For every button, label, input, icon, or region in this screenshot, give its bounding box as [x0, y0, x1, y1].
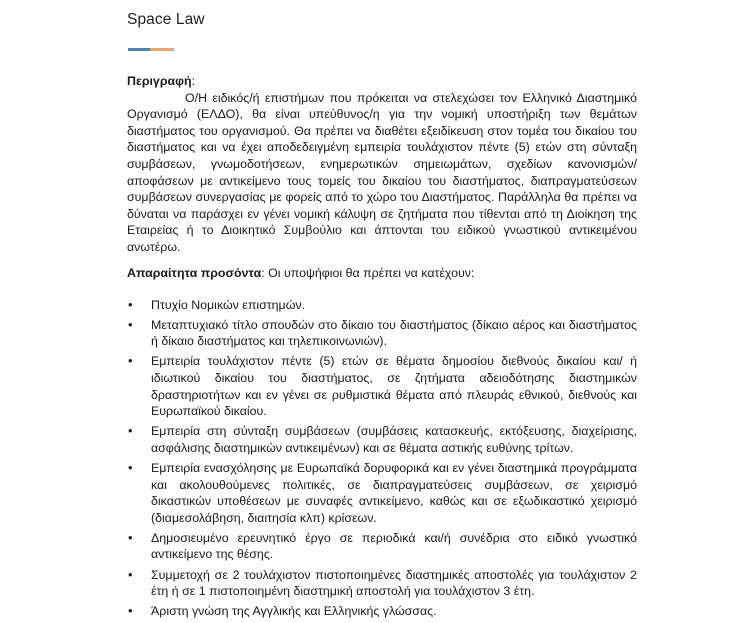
description-heading [127, 73, 637, 90]
list-item-text: Πτυχίο Νομικών επιστημών. [151, 297, 306, 312]
list-item-text: Εμπειρία ενασχόλησης με Ευρωπαϊκά δορυφορικά και εν γένει διαστημικά προγράμματα και ακολουθούμενες πολιτικές, σε διαπραγματεύσεις συμβάσεων, σε χειρισμό δικαστικών υποθέσεων με συναφές αντικείμενο, καθώς και σε εξωδικαστικό χειρισμό (διαμεσολάβηση, διαιτησία κλπ) κρίσεων. [151, 460, 637, 525]
list-item-text: Συμμετοχή σε 2 τουλάχιστον πιστοποιημένες διαστημικές αποστολές για τουλάχιστον 2 έτη ή σε 1 πιστοποιημένη διαστημική αποστολή για τουλάχιστον 3 έτη. [151, 567, 637, 599]
list-item [127, 530, 637, 563]
list-item [127, 317, 637, 350]
bullet-icon: • [128, 529, 133, 545]
list-item [127, 603, 637, 620]
list-item-text: Εμπειρία στη σύνταξη συμβάσεων (συμβάσεις κατασκευής, εκτόξευσης, διαχείρισης, ασφάλισης διαστημικών αντικειμένων) και σε θέματα αστικής ευθύνης τρίτων. [151, 424, 637, 455]
bullet-icon: • [128, 423, 133, 439]
underline-orange-segment [150, 48, 174, 51]
list-item [127, 297, 637, 314]
requirements-intro: : Οι υποψήφιοι θα πρέπει να κατέχουν: [261, 266, 475, 280]
bullet-icon: • [128, 296, 133, 312]
description-body: Ο/Η ειδικός/ή επιστήμων που πρόκειται να στελεχώσει τον Ελληνικό Διαστημικό Οργανισμό (ΕΛΔΟ), θα είναι υπεύθυνος/η για την νομική υποστήριξη των θεμάτων διαστήματος του οργανισμού. Θα πρέπει να διαθέτει εξειδίκευση στον τομέα του δικαίου του διαστήματος και να έχει αποδεδειγμένη εμπειρία τουλάχιστον πέντε (5) ετών στη σύνταξη συμβάσεων, γνωμοδοτήσεων, ενημερωτικών σημειωμάτων, σχεδίων κανονισμών/αποφάσεων με αντικείμενο τους τομείς του δικαίου του διαστήματος, διαπραγματεύσεων συμβάσεων συνεργασίας με φορείς από το χώρο του Διαστήματος. Παράλληλα θα πρέπει να δύναται να παράσχει εν γένει νομική κάλυψη σε ζητήματα που τίθενται από τη Διοίκηση της Εταιρείας ή το Διοικητικό Συμβούλιο και άπτονται του ειδικού γνωστικού αντικειμένου ανωτέρω. [127, 90, 637, 254]
bullet-icon: • [128, 566, 133, 582]
underline-blue-segment [128, 48, 150, 51]
list-item [127, 460, 637, 526]
bullet-icon: • [128, 603, 133, 619]
description-label-suffix: : [191, 74, 195, 88]
bullet-icon: • [128, 316, 133, 332]
description-label: Περιγραφή [127, 74, 192, 88]
page-title: Space Law [127, 11, 205, 28]
list-item [127, 567, 637, 600]
requirements-label: Απαραίτητα προσόντα [127, 266, 262, 280]
list-item [127, 353, 637, 419]
list-item-text: Εμπειρία τουλάχιστον πέντε (5) ετών σε θέματα δημοσίου διεθνούς δικαίου και/ ή ιδιωτικού δικαίου του διαστήματος, σε ζητήματα αδειοδότησης διαστημικών δραστηριοτήτων και εν γένει σε ρυθμιστικά θέματα από πλευράς εθνικού, διεθνούς και Ευρωπαϊκού δικαίου. [151, 354, 637, 419]
title-underline [128, 48, 174, 51]
description-section [127, 73, 637, 256]
requirements-list [127, 297, 637, 620]
requirements-heading [127, 265, 637, 282]
requirements-section [127, 265, 637, 623]
list-item [127, 423, 637, 456]
list-item-text: Μεταπτυχιακό τίτλο σπουδών στο δίκαιο του διαστήματος (δίκαιο αέρος και διαστήματος ή δίκαιο διαστήματος και τηλεπικοινωνιών). [151, 317, 637, 349]
bullet-icon: • [128, 459, 133, 475]
list-item-text: Δημοσιευμένο ερευνητικό έργο σε περιοδικά και/ή συνέδρια στο ειδικό γνωστικό αντικείμενο της θέσης. [151, 530, 637, 562]
list-item-text: Άριστη γνώση της Αγγλικής και Ελληνικής γλώσσας. [151, 604, 437, 619]
bullet-icon: • [128, 353, 133, 369]
